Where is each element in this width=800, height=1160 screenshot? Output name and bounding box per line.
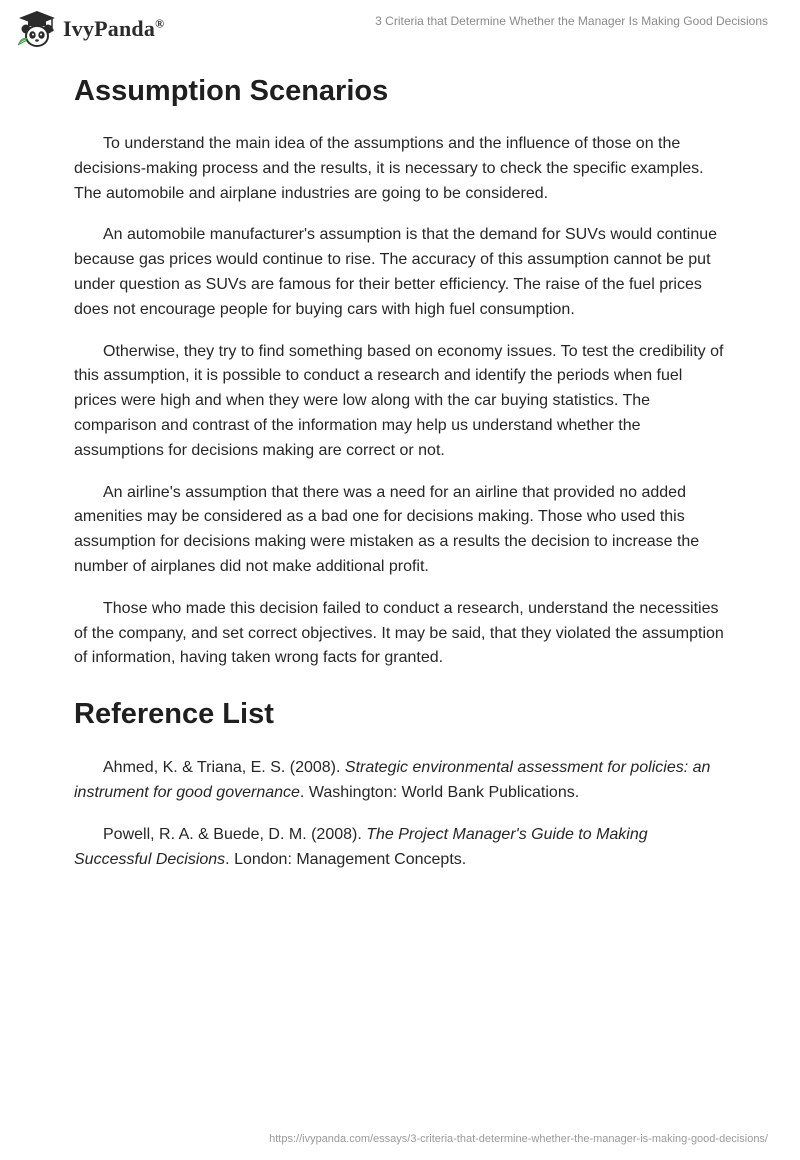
panda-graduate-icon — [16, 9, 58, 49]
paragraph: An automobile manufacturer's assumption is that the demand for SUVs would continue because gas prices would continue to rise. The accuracy of this assumption cannot be put under question as SUVs are famous for their better efficiency. The raise of the fuel prices does not encourage people for buying cars with high fuel consumption. — [74, 226, 718, 318]
logo-text: IvyPanda® — [63, 16, 165, 41]
paragraph: Those who made this decision failed to conduct a research, understand the necessities of the company, and set correct objectives. It may be said, that they violated the assumption of information, having taken wrong facts for granted. — [74, 599, 724, 667]
essay-content — [74, 70, 724, 872]
reference-item: Powell, R. A. & Buede, D. M. (2008). The Project Manager's Guide to Making Successful Decisions. London: Management Concepts. — [74, 825, 648, 868]
paragraph: To understand the main idea of the assumptions and the influence of those on the decisions-making process and the results, it is necessary to check the specific examples. The automobile and airplane industries are going to be considered. — [74, 135, 704, 202]
reference-title: Strategic environmental assessment for policies: an instrument for good governance — [74, 759, 711, 801]
paragraph: An airline's assumption that there was a need for an airline that provided no added amenities may be considered as a bad one for decisions making. Those who used this assumption for decisions making were mistaken as a results the decision to increase the number of airplanes did not make additional profit. — [74, 483, 700, 575]
section-heading-assumption-scenarios: Assumption Scenarios — [74, 75, 389, 107]
document-title: 3 Criteria that Determine Whether the Manager Is Making Good Decisions — [375, 14, 768, 28]
page-header — [0, 0, 800, 60]
ivypanda-logo[interactable] — [16, 9, 164, 49]
source-url[interactable]: https://ivypanda.com/essays/3-criteria-that-determine-whether-the-manager-is-making-good-decisions/ — [269, 1133, 768, 1145]
reference-title: The Project Manager's Guide to Making Successful Decisions — [74, 825, 648, 868]
reference-item: Ahmed, K. & Triana, E. S. (2008). Strategic environmental assessment for policies: an instrument for good governance. Washington: World Bank Publications. — [74, 759, 711, 801]
reference-list — [74, 756, 724, 872]
assumption-section-body — [74, 132, 724, 671]
paragraph: Otherwise, they try to find something based on economy issues. To test the credibility of this assumption, it is possible to conduct a research and identify the periods when fuel prices were high and when they were low along with the car buying statistics. The comparison and contrast of the information may help us understand whether the assumptions for decisions making are correct or not. — [74, 342, 724, 459]
section-heading-reference-list: Reference List — [74, 698, 274, 731]
